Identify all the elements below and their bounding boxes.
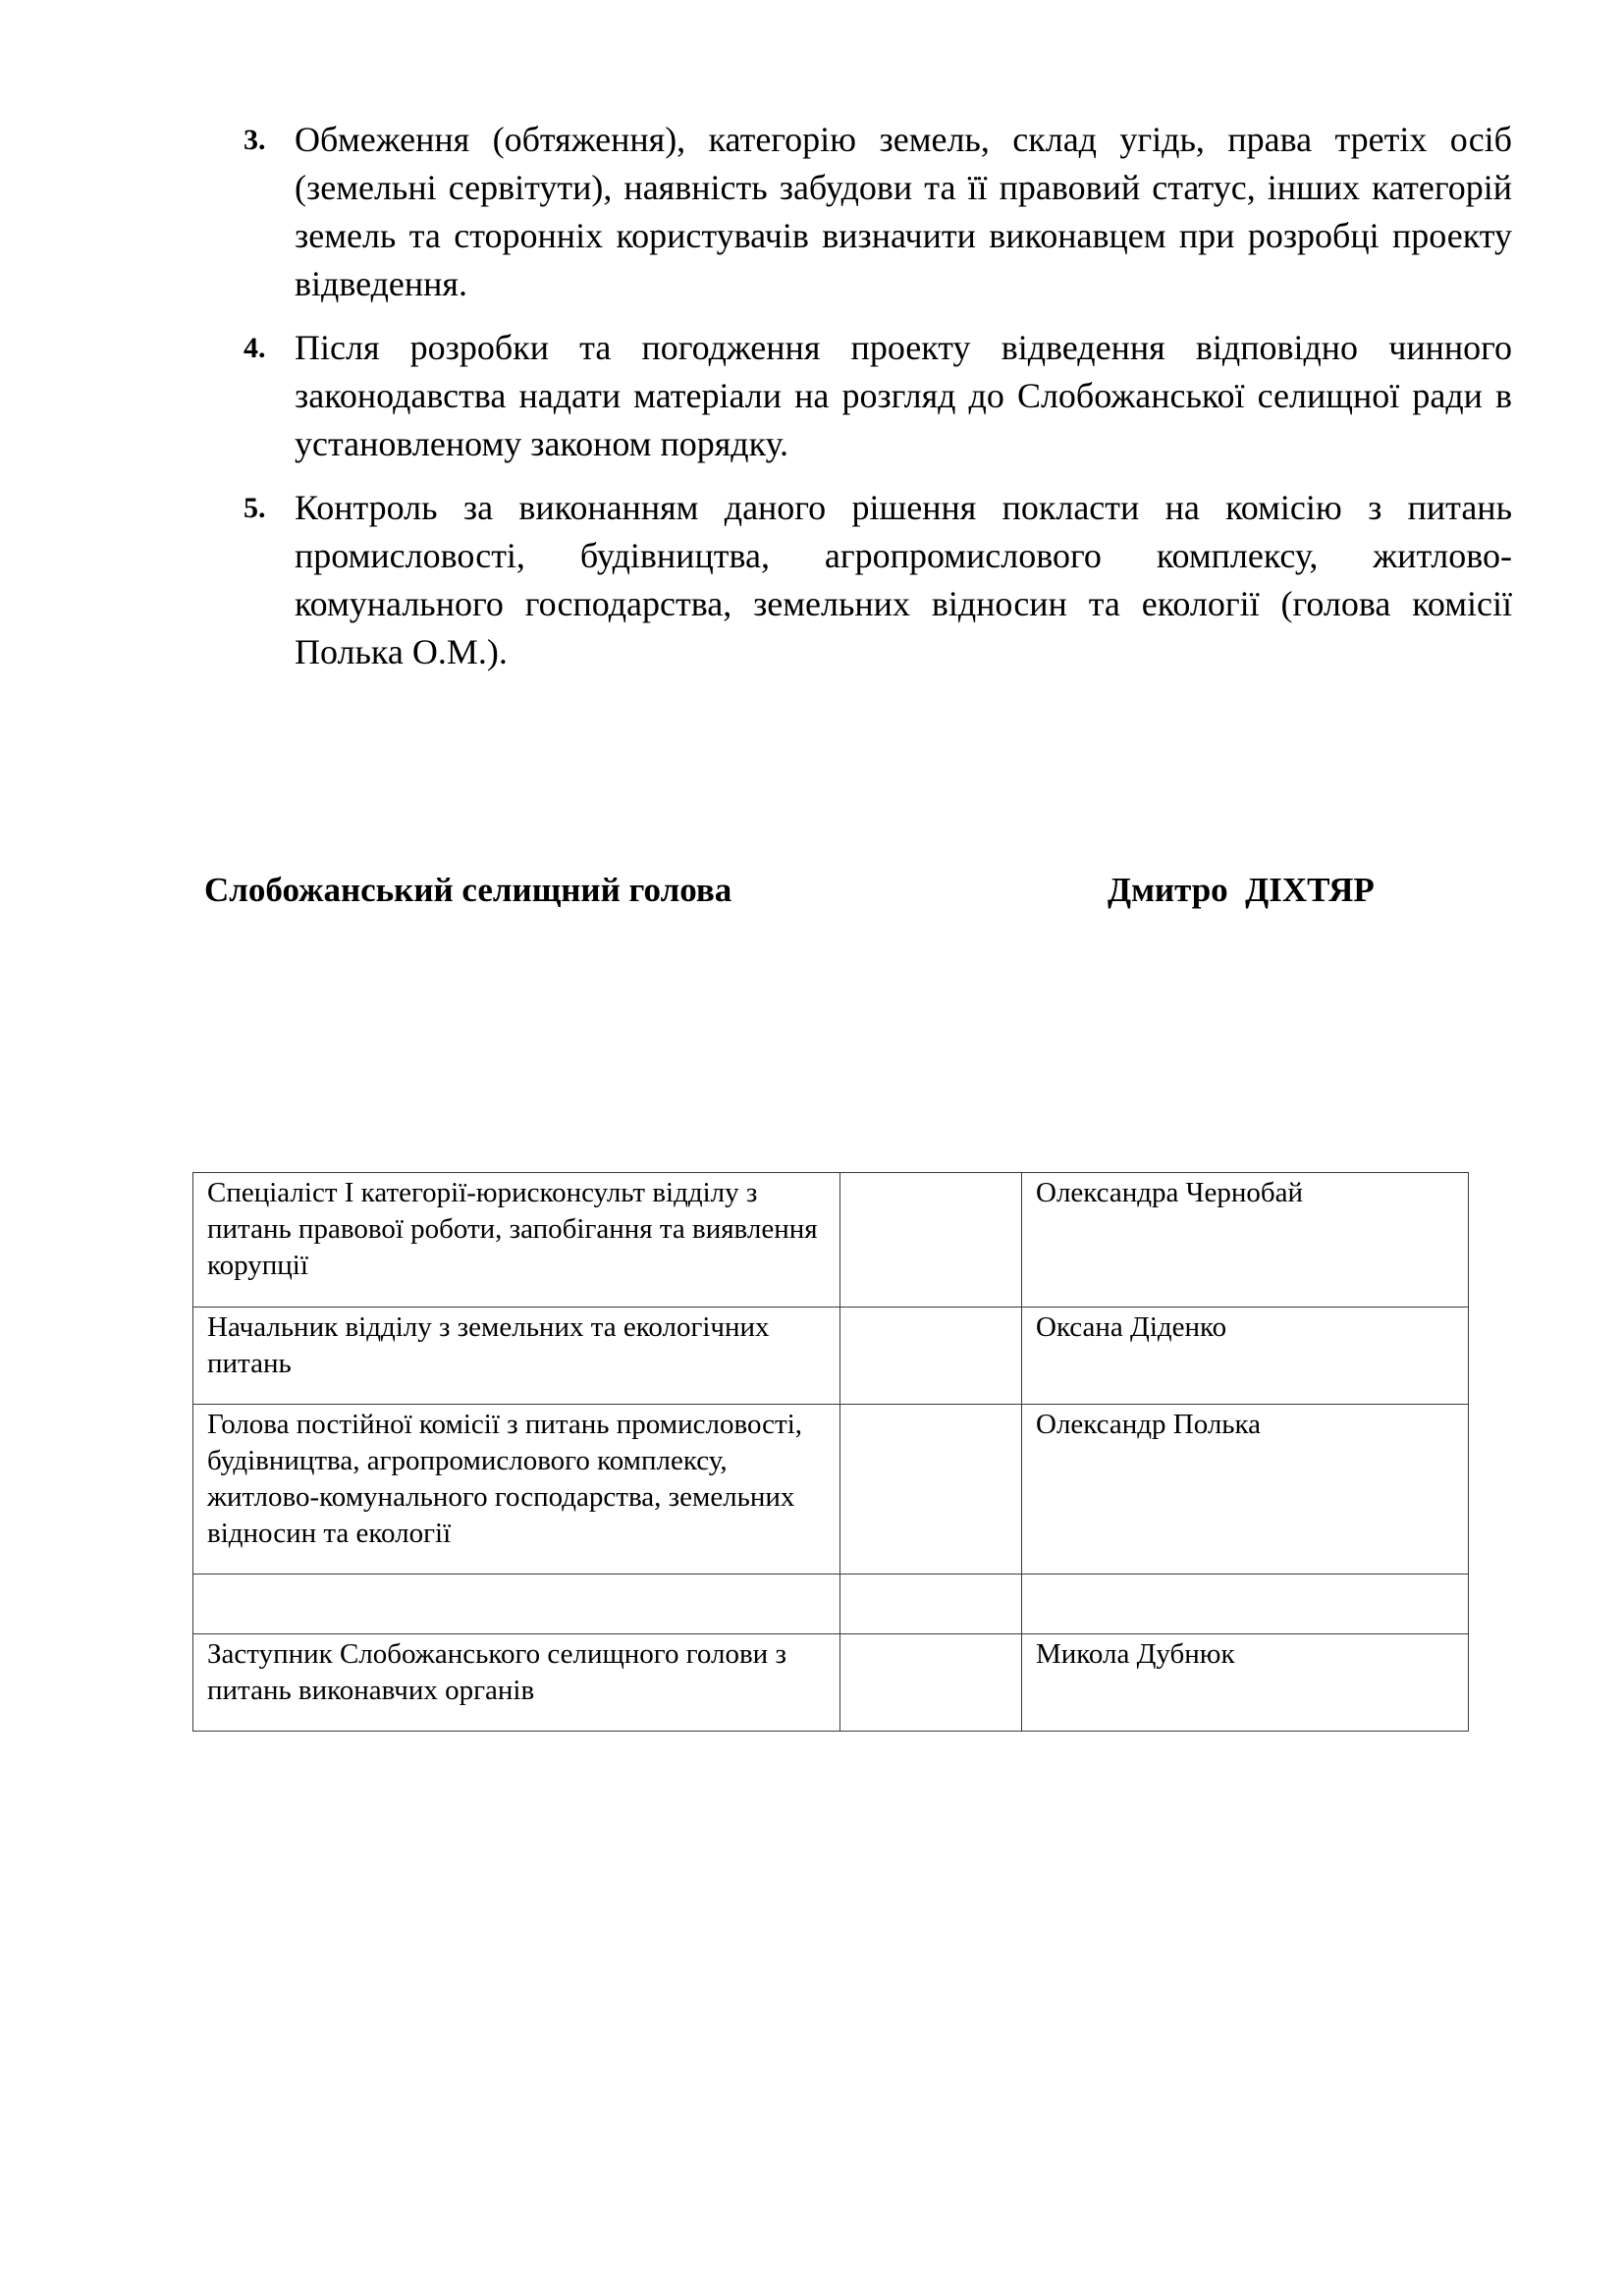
- approval-position: [193, 1575, 840, 1634]
- approval-row: [193, 1405, 1469, 1575]
- approval-name: [1022, 1575, 1469, 1634]
- decision-item-3: [236, 116, 1512, 308]
- approval-position: Голова постійної комісії з питань промисловості, будівництва, агропромислового комплексу, житлово-комунального господарства, земельних відносин та екології: [193, 1405, 840, 1575]
- approval-row: [193, 1634, 1469, 1732]
- approvals-table: [192, 1172, 1469, 1732]
- approval-signature-cell: [840, 1308, 1022, 1405]
- approval-name: Оксана Діденко: [1022, 1308, 1469, 1405]
- approval-name: Олександра Чернобай: [1022, 1173, 1469, 1308]
- signatory-title: Слобожанський селищний голова: [204, 871, 732, 909]
- approval-signature-cell: [840, 1634, 1022, 1732]
- approval-position: Спеціаліст І категорії-юрисконсульт відділу з питань правової роботи, запобігання та виявлення корупції: [193, 1173, 840, 1308]
- approval-row-empty: [193, 1575, 1469, 1634]
- item-number: 3.: [244, 124, 266, 156]
- approval-position: Заступник Слобожанського селищного голови з питань виконавчих органів: [193, 1634, 840, 1732]
- approval-name: Микола Дубнюк: [1022, 1634, 1469, 1732]
- approval-name: Олександр Полька: [1022, 1405, 1469, 1575]
- item-number: 5.: [244, 492, 266, 524]
- decision-item-5: [236, 484, 1512, 676]
- item-text: Контроль за виконанням даного рішення покласти на комісію з питань промисловості, будівництва, агропромислового комплексу, житлово-комунального господарства, земельних відносин та екології (голова комісії Полька О.М.).: [295, 488, 1512, 671]
- decision-item-4: [236, 324, 1512, 468]
- approval-signature-cell: [840, 1575, 1022, 1634]
- item-number: 4.: [244, 332, 266, 364]
- item-text: Обмеження (обтяження), категорію земель, склад угідь, права третіх осіб (земельні сервітути), наявність забудови та її правовий статус, інших категорій земель та сторонніх користувачів визначити виконавцем при розробці проекту відведення.: [295, 120, 1512, 303]
- decision-items-list: [236, 116, 1512, 692]
- approval-position: Начальник відділу з земельних та екологічних питань: [193, 1308, 840, 1405]
- approval-row: [193, 1173, 1469, 1308]
- item-text: Після розробки та погодження проекту відведення відповідно чинного законодавства надати матеріали на розгляд до Слобожанської селищної ради в установленому законом порядку.: [295, 328, 1512, 463]
- approval-signature-cell: [840, 1173, 1022, 1308]
- approval-signature-cell: [840, 1405, 1022, 1575]
- approval-row: [193, 1308, 1469, 1405]
- signatory-name: Дмитро ДІХТЯР: [1108, 871, 1375, 909]
